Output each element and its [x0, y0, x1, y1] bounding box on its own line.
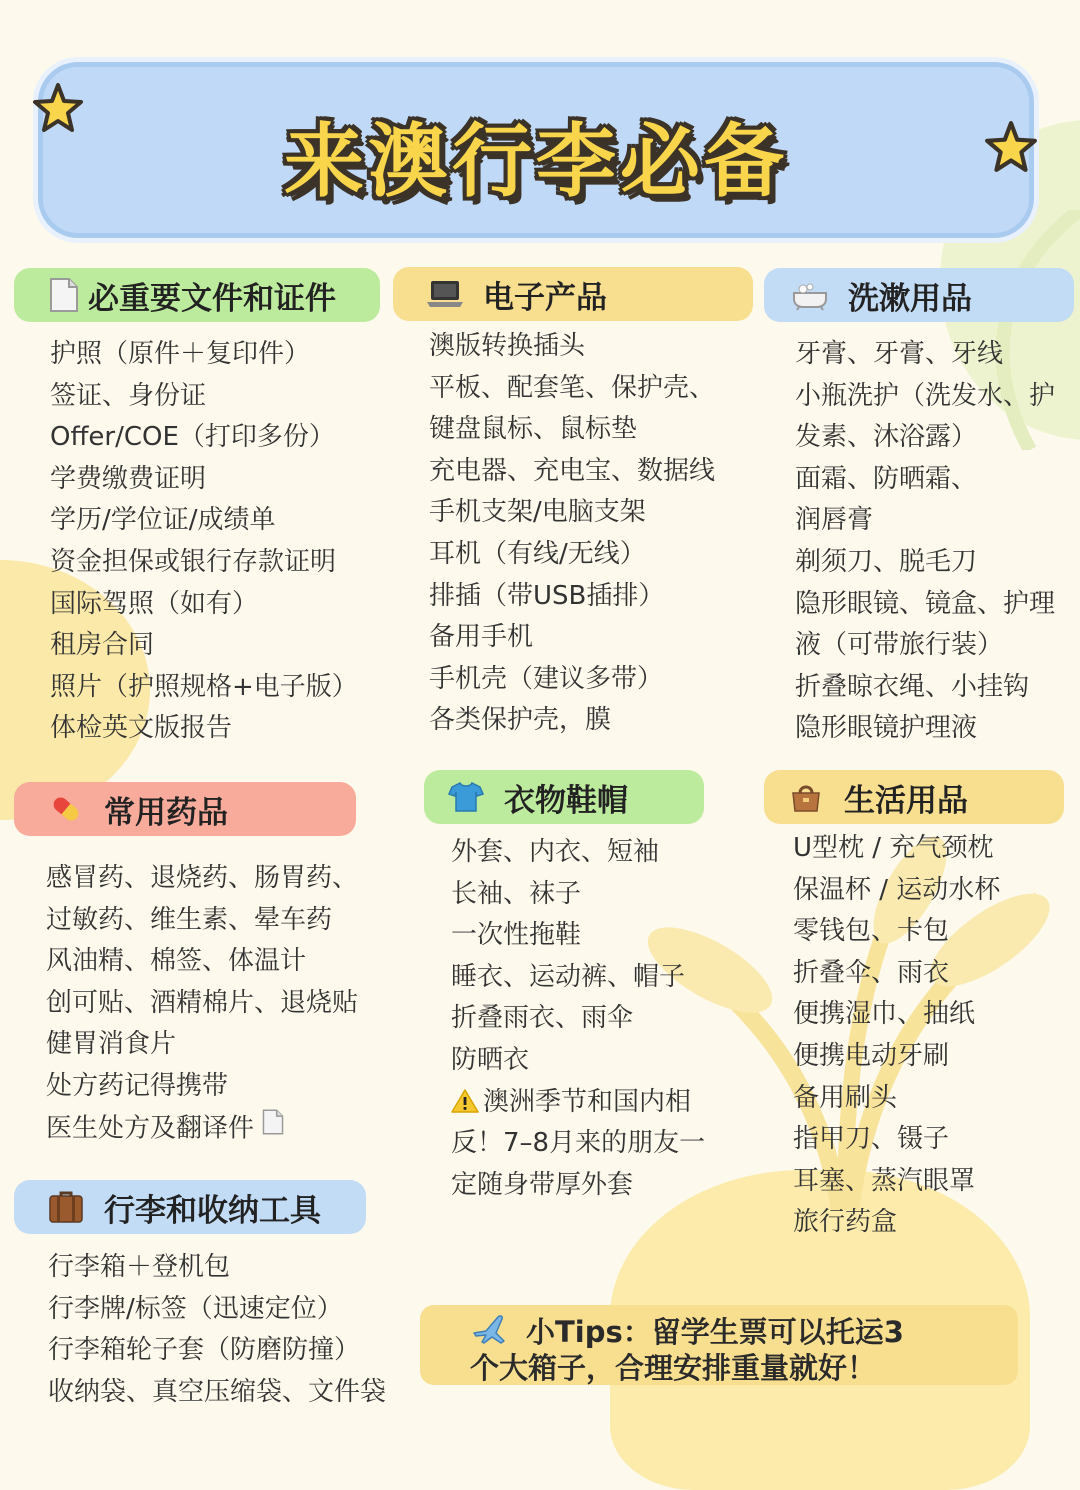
list-item: 手机支架/电脑支架 — [429, 497, 646, 528]
medicine-list — [46, 858, 358, 1149]
pill-icon — [46, 789, 86, 829]
list-item: 一次性拖鞋 — [451, 920, 582, 951]
section-title: 常用药品 — [104, 794, 228, 831]
list-item: 健胃消食片 — [46, 1029, 177, 1060]
list-item: 隐形眼镜护理液 — [795, 713, 978, 744]
list-item: U型枕 / 充气颈枕 — [793, 833, 994, 863]
list-item — [46, 1108, 358, 1150]
list-item: Offer/COE（打印多份） — [50, 422, 335, 453]
section-title: 生活用品 — [844, 782, 968, 819]
list-item: 外套、内衣、短袖 — [451, 837, 660, 867]
list-item: 折叠雨衣、雨伞 — [451, 1003, 634, 1034]
list-item: 折叠伞、雨衣 — [793, 957, 950, 988]
list-item: 学历/学位证/成绩单 — [50, 505, 276, 536]
list-item: 备用手机 — [429, 622, 534, 653]
list-item: 租房合同 — [50, 630, 155, 661]
section-title: 必重要文件和证件 — [88, 280, 336, 317]
list-item: 风油精、棉签、体温计 — [46, 946, 307, 977]
list-item: 行李箱＋登机包 — [48, 1252, 231, 1282]
list-item-text: 医生处方及翻译件 — [46, 1112, 255, 1143]
list-item: 签证、身份证 — [50, 380, 207, 411]
list-item: 面霜、防晒霜、 — [795, 463, 978, 494]
list-item: 创可贴、酒精棉片、退烧贴 — [46, 987, 359, 1018]
section-header-electronics — [393, 267, 753, 321]
section-title: 衣物鞋帽 — [504, 782, 628, 819]
list-item: 指甲刀、镊子 — [793, 1124, 950, 1155]
list-item: 充电器、充电宝、数据线 — [429, 455, 716, 486]
list-item: 备用刷头 — [793, 1082, 898, 1113]
list-item: 澳版转换插头 — [429, 331, 586, 361]
list-item: 平板、配套笔、保护壳、 — [429, 372, 716, 403]
list-item: 手机壳（建议多带） — [429, 663, 664, 694]
list-item: 防晒衣 — [451, 1044, 530, 1075]
tshirt-icon — [446, 777, 486, 817]
handbag-icon — [786, 777, 826, 817]
list-item: 旅行药盒 — [793, 1207, 898, 1238]
section-title: 行李和收纳工具 — [104, 1192, 321, 1229]
list-item: 折叠晾衣绳、小挂钩 — [795, 671, 1030, 702]
list-item: 感冒药、退烧药、肠胃药、 — [46, 863, 359, 893]
luggage-list — [48, 1247, 386, 1413]
page-title: 来澳行李必备 — [284, 115, 788, 208]
tips-banner — [420, 1305, 1018, 1385]
section-header-documents — [14, 268, 380, 322]
tips-line — [470, 1315, 904, 1349]
laptop-icon — [425, 274, 465, 314]
list-item: 隐形眼镜、镜盒、护理 — [795, 588, 1056, 619]
title-banner — [38, 62, 1034, 238]
list-item: 行李牌/标签（迅速定位） — [48, 1293, 343, 1324]
clothing-list — [451, 832, 705, 1206]
section-title: 洗漱用品 — [848, 280, 972, 317]
tips-text: 小Tips：留学生票可以托运3 — [526, 1315, 904, 1349]
section-header-luggage — [14, 1180, 366, 1234]
list-item: 资金担保或银行存款证明 — [50, 546, 337, 577]
section-header-clothing — [424, 770, 704, 824]
list-item: 学费缴费证明 — [50, 463, 207, 494]
tips-line: 个大箱子，合理安排重量就好！ — [470, 1351, 877, 1385]
electronics-list — [429, 326, 715, 742]
list-item: 过敏药、维生素、晕车药 — [46, 904, 333, 935]
list-item: 小瓶洗护（洗发水、护 — [795, 380, 1056, 411]
warning-icon — [451, 1086, 479, 1128]
list-item: 牙膏、牙膏、牙线 — [795, 339, 1004, 369]
list-item: 各类保护壳，膜 — [429, 705, 612, 736]
document-icon — [44, 275, 84, 315]
section-header-daily — [764, 770, 1064, 824]
daily-list — [793, 828, 1000, 1244]
list-item: 发素、沐浴露） — [795, 422, 978, 453]
list-item: 润唇膏 — [795, 505, 874, 536]
warning-text: 反！7–8月来的朋友一 — [451, 1128, 706, 1159]
star-icon — [32, 82, 84, 134]
list-item: 耳机（有线/无线） — [429, 538, 646, 569]
list-item: 排插（带USB插排） — [429, 580, 665, 611]
list-item: 国际驾照（如有） — [50, 588, 259, 619]
list-item: 剃须刀、脱毛刀 — [795, 546, 978, 577]
list-item: 保温杯 / 运动水杯 — [793, 874, 1001, 905]
list-item: 护照（原件＋复印件） — [50, 339, 311, 369]
list-item: 耳塞、蒸汽眼罩 — [793, 1165, 976, 1196]
list-item: 睡衣、运动裤、帽子 — [451, 961, 686, 992]
list-item: 零钱包、卡包 — [793, 916, 950, 947]
warning-text: 澳洲季节和国内相 — [483, 1086, 692, 1117]
warning-text: 定随身带厚外套 — [451, 1169, 634, 1200]
list-item: 长袖、袜子 — [451, 878, 582, 909]
toiletries-list — [795, 334, 1055, 750]
section-header-medicine — [14, 782, 356, 836]
documents-list — [50, 334, 358, 750]
document-icon — [262, 1108, 284, 1150]
section-title: 电子产品 — [483, 279, 607, 316]
list-item: 行李箱轮子套（防磨防撞） — [48, 1335, 361, 1366]
list-item: 照片（护照规格+电子版） — [50, 671, 358, 702]
list-item: 处方药记得携带 — [46, 1070, 229, 1101]
section-header-toiletries — [764, 268, 1074, 322]
suitcase-icon — [46, 1187, 86, 1227]
bathtub-icon — [790, 275, 830, 315]
list-item: 收纳袋、真空压缩袋、文件袋 — [48, 1376, 387, 1407]
list-item: 便携电动牙刷 — [793, 1040, 950, 1071]
list-item: 液（可带旅行装） — [795, 630, 1004, 661]
list-item: 便携湿巾、抽纸 — [793, 999, 976, 1030]
warning-note — [451, 1082, 705, 1124]
list-item: 体检英文版报告 — [50, 713, 233, 744]
list-item: 键盘鼠标、鼠标垫 — [429, 414, 638, 445]
star-icon — [984, 120, 1038, 174]
